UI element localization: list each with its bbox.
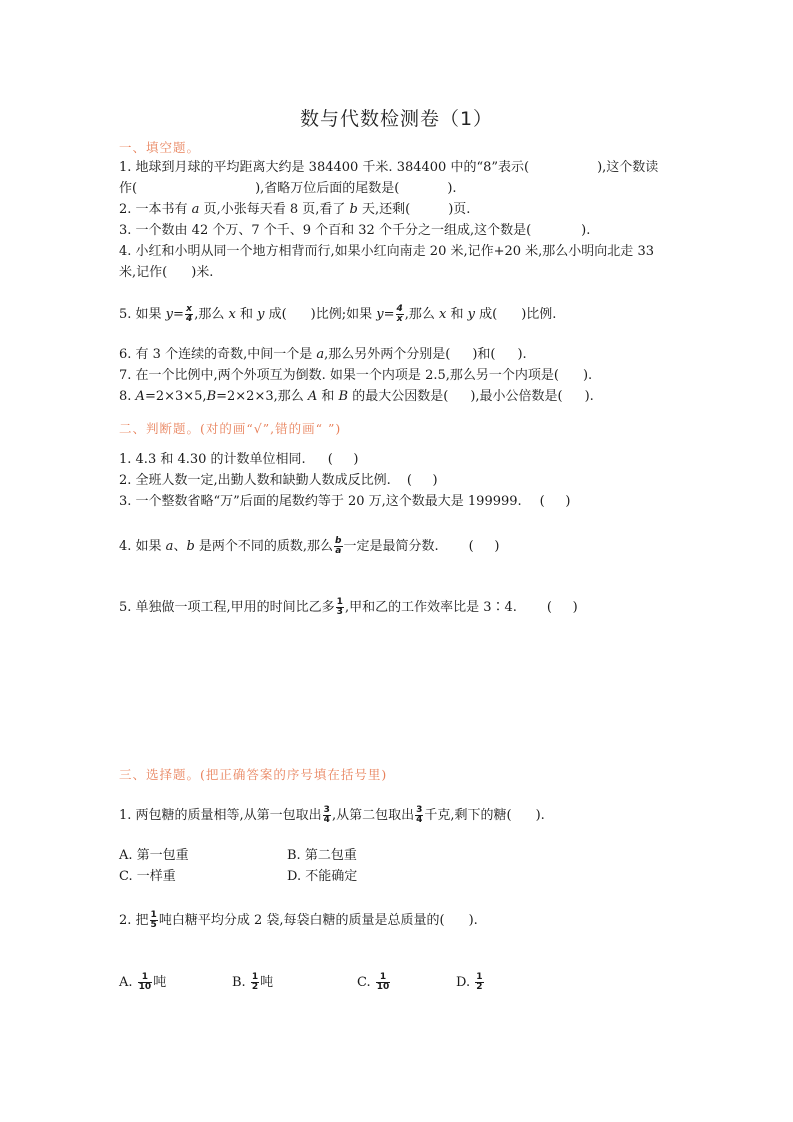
denominator: 10	[138, 982, 152, 992]
question-text: 成(	[475, 307, 498, 322]
section-header-true-false: 二、判断题。(对的画“√”,错的画“ ”)	[119, 421, 342, 436]
question-text: 3. 一个数由 42 个万、7 个千、9 个百和 32 个千分之一组成,这个数是(	[119, 223, 532, 238]
choice-option-a[interactable]	[119, 973, 166, 992]
question-text: 天,还剩(	[357, 202, 411, 217]
question-2-4	[119, 537, 499, 556]
choice-option-a[interactable]: A. 第一包重	[119, 848, 189, 863]
fraction-3-over-4	[323, 806, 331, 825]
variable: a	[165, 539, 174, 554]
question-text: 、	[173, 539, 187, 554]
denominator: x	[396, 314, 403, 324]
choice-option-d[interactable]	[456, 973, 485, 992]
question-3-1	[119, 806, 545, 825]
option-label: D.	[456, 975, 475, 990]
answer-parentheses[interactable]: ( )	[539, 494, 571, 509]
question-text: )页.	[448, 202, 471, 217]
option-label: C.	[357, 975, 375, 990]
variable: y	[376, 307, 384, 322]
numerator: 1	[336, 597, 343, 607]
denominator: 4	[323, 815, 330, 825]
question-text: 5. 单独做一项工程,甲用的时间比乙多	[119, 600, 335, 615]
equals: =	[383, 307, 395, 322]
question-1-4-line1: 4. 小红和小明从同一个地方相背而行,如果小红向南走 20 米,记作+20 米,那么小明向北走 33	[119, 244, 654, 259]
question-text: ,从第二包取出	[331, 808, 415, 823]
fraction-1-over-5	[150, 911, 158, 930]
question-text: )和(	[472, 347, 496, 362]
choice-option-c[interactable]	[357, 973, 391, 992]
question-text: 1. 4.3 和 4.30 的计数单位相同.	[119, 452, 306, 467]
question-text: )比例.	[521, 307, 557, 322]
question-2-2	[119, 473, 438, 489]
question-text: 千克,剩下的糖(	[424, 808, 512, 823]
choice-option-b[interactable]	[232, 973, 273, 992]
question-text: 和	[317, 389, 339, 404]
question-text: 5. 如果	[119, 307, 166, 322]
variable: B	[338, 389, 349, 404]
denominator: 2	[476, 982, 483, 992]
variable: b	[186, 539, 195, 554]
numerator: b	[335, 536, 342, 546]
question-text: 作(	[119, 181, 138, 196]
denominator: a	[335, 546, 342, 556]
question-text: ,那么	[194, 307, 229, 322]
numerator: 3	[416, 805, 423, 815]
question-text: ,甲和乙的工作效率比是 3∶4.	[344, 600, 517, 615]
question-text: ,那么	[404, 307, 440, 322]
variable: b	[349, 202, 358, 217]
question-text: ).	[581, 223, 591, 238]
fraction-4-over-x	[396, 305, 404, 324]
numerator: 3	[323, 805, 330, 815]
choice-option-b[interactable]: B. 第二包重	[287, 848, 357, 863]
question-text: ).	[468, 913, 478, 928]
question-text: 米,记作(	[119, 265, 168, 280]
question-1-7	[119, 368, 592, 384]
numerator: 1	[476, 972, 483, 982]
numerator: 4	[396, 304, 403, 314]
fraction-1-over-10	[138, 973, 153, 992]
variable: x	[228, 307, 236, 322]
question-text: 成(	[264, 307, 287, 322]
question-text: ),这个数读	[597, 160, 659, 175]
numerator: 1	[150, 910, 157, 920]
denominator: 4	[185, 314, 193, 324]
variable: y	[257, 307, 265, 322]
question-1-2	[119, 202, 470, 218]
variable: y	[467, 307, 476, 322]
denominator: 4	[416, 815, 423, 825]
unit: 吨	[153, 975, 167, 990]
question-text: ).	[582, 368, 593, 383]
fraction-x-over-4	[185, 305, 193, 324]
choice-option-d[interactable]: D. 不能确定	[287, 869, 358, 884]
fraction-1-over-3	[336, 598, 344, 617]
answer-parentheses[interactable]: ( )	[468, 539, 500, 554]
equals: =	[173, 307, 184, 322]
denominator: 5	[150, 920, 157, 930]
question-2-5	[119, 598, 578, 617]
question-text: ).	[447, 181, 457, 196]
denominator: 3	[336, 607, 343, 617]
variable: a	[191, 202, 200, 217]
question-text: )米.	[191, 265, 214, 280]
question-text: 是两个不同的质数,那么	[194, 539, 334, 554]
question-3-2	[119, 911, 478, 930]
question-text: ).	[535, 808, 545, 823]
question-1-4-line2	[119, 265, 213, 281]
variable: A	[307, 389, 318, 404]
section-header-fill-in: 一、填空题。	[119, 140, 201, 155]
option-label: B.	[232, 975, 250, 990]
question-text: ,那么另外两个分别是(	[324, 347, 451, 362]
question-text: 2. 一本书有	[119, 202, 192, 217]
question-text: 2. 全班人数一定,出勤人数和缺勤人数成反比例.	[119, 473, 391, 488]
question-text: 7. 在一个比例中,两个外项互为倒数. 如果一个内项是 2.5,那么另一个内项是(	[119, 368, 559, 383]
question-text: 2. 把	[119, 913, 149, 928]
denominator: 2	[251, 982, 259, 992]
choice-option-c[interactable]: C. 一样重	[119, 869, 176, 884]
question-text: 的最大公因数是(	[348, 389, 449, 404]
question-text: 1. 两包糖的质量相等,从第一包取出	[119, 808, 322, 823]
page-title: 数与代数检测卷（1）	[299, 108, 494, 130]
question-text: =2×3×5,	[144, 389, 207, 404]
question-text: 8.	[119, 389, 136, 404]
answer-parentheses[interactable]: ( )	[327, 452, 359, 467]
fraction-3-over-4	[415, 806, 423, 825]
unit: 吨	[260, 975, 274, 990]
question-text: )比例;如果	[310, 307, 377, 322]
question-text: 和	[235, 307, 258, 322]
denominator: 10	[376, 982, 390, 992]
question-1-1-line2	[119, 181, 457, 197]
answer-parentheses[interactable]: ( )	[406, 473, 438, 488]
fraction-b-over-a	[334, 537, 342, 556]
question-text: ).	[584, 389, 594, 404]
question-1-8	[119, 389, 594, 405]
variable: a	[316, 347, 325, 362]
question-text: 3. 一个整数省略“万”后面的尾数约等于 20 万,这个数最大是 199999.	[119, 494, 522, 509]
section-header-multiple-choice: 三、选择题。(把正确答案的序号填在括号里)	[119, 767, 388, 782]
question-2-3	[119, 494, 570, 510]
question-text: 一定是最简分数.	[343, 539, 439, 554]
variable: B	[206, 389, 217, 404]
fraction-1-over-10	[376, 973, 391, 992]
question-1-5	[119, 305, 556, 324]
question-text: 页,小张每天看 8 页,看了	[199, 202, 350, 217]
question-text: ),省略万位后面的尾数是(	[255, 181, 400, 196]
question-text: 吨白糖平均分成 2 袋,每袋白糖的质量是总质量的(	[158, 913, 445, 928]
question-1-1-line1	[119, 160, 658, 176]
question-text: =2×2×3,那么	[216, 389, 308, 404]
question-text: 6. 有 3 个连续的奇数,中间一个是	[119, 347, 317, 362]
variable: A	[135, 389, 145, 404]
question-text: ).	[517, 347, 527, 362]
question-text: 1. 地球到月球的平均距离大约是 384400 千米. 384400 中的“8”表示(	[119, 160, 530, 175]
question-1-6	[119, 347, 527, 363]
question-2-1	[119, 452, 359, 468]
question-text: 4. 如果	[119, 539, 166, 554]
numerator: 1	[376, 973, 391, 983]
question-text: 和	[446, 307, 468, 322]
numerator: 1	[251, 972, 259, 982]
fraction-1-over-2	[475, 973, 483, 992]
variable: y	[165, 307, 174, 322]
question-1-3	[119, 223, 590, 239]
option-label: A.	[119, 975, 137, 990]
fraction-1-over-2	[251, 973, 259, 992]
variable: x	[439, 307, 447, 322]
question-text: ),最小公倍数是(	[470, 389, 563, 404]
numerator: x	[186, 304, 192, 314]
numerator: 1	[138, 973, 153, 983]
answer-parentheses[interactable]: ( )	[546, 600, 578, 615]
